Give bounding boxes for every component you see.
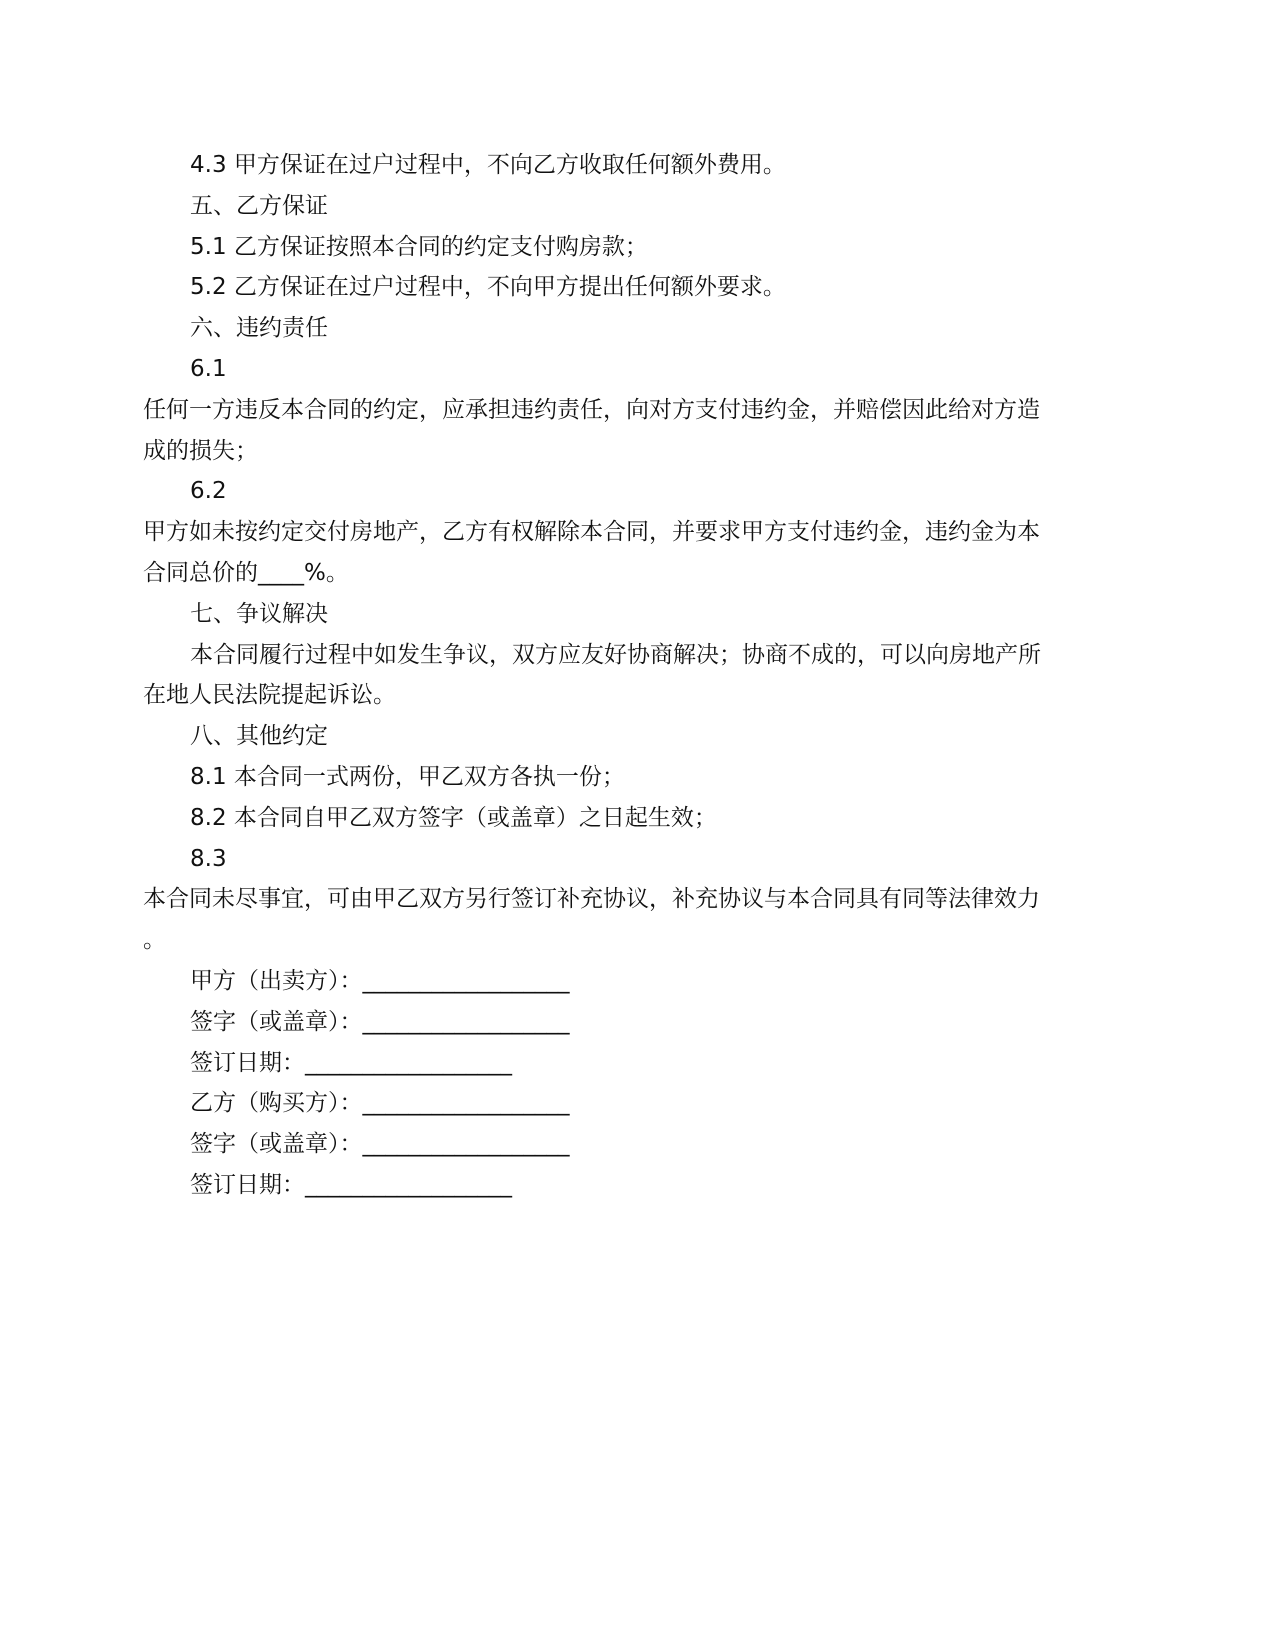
document-line: 8.2 本合同自甲乙双方签字（或盖章）之日起生效； [190, 804, 717, 831]
document-line: 五、乙方保证 [190, 192, 328, 219]
contract-page [143, 145, 1083, 1206]
document-line: 八、其他约定 [190, 723, 328, 750]
document-line: 签字（或盖章）：__________________ [190, 1131, 570, 1158]
document-line: 签字（或盖章）：__________________ [190, 1008, 570, 1035]
document-line: 本合同履行过程中如发生争议，双方应友好协商解决；协商不成的，可以向房地产所 [190, 641, 1041, 668]
document-line: 4.3 甲方保证在过户过程中，不向乙方收取任何额外费用。 [190, 152, 786, 178]
document-line: 8.1 本合同一式两份，甲乙双方各执一份； [190, 763, 625, 790]
document-line: 在地人民法院提起诉讼。 [143, 682, 396, 709]
document-line: 8.3 [190, 845, 227, 872]
document-line: 签订日期：__________________ [190, 1171, 512, 1198]
document-line: 甲方如未按约定交付房地产，乙方有权解除本合同，并要求甲方支付违约金，违约金为本 [143, 519, 1040, 546]
document-line: 任何一方违反本合同的约定，应承担违约责任，向对方支付违约金，并赔偿因此给对方造 [143, 396, 1040, 423]
document-line: 合同总价的____%。 [143, 559, 349, 586]
document-line: 乙方（购买方）：__________________ [190, 1090, 570, 1117]
document-line: 5.1 乙方保证按照本合同的约定支付购房款； [190, 233, 648, 260]
document-line: 。 [143, 927, 166, 954]
document-line: 5.2 乙方保证在过户过程中，不向甲方提出任何额外要求。 [190, 274, 786, 301]
document-line: 6.1 [190, 355, 227, 382]
document-line: 6.2 [190, 478, 227, 505]
document-line: 七、争议解决 [190, 600, 328, 627]
document-line: 签订日期：__________________ [190, 1049, 512, 1076]
document-line: 六、违约责任 [190, 315, 328, 342]
document-line: 成的损失； [143, 437, 258, 464]
document-line: 本合同未尽事宜，可由甲乙双方另行签订补充协议，补充协议与本合同具有同等法律效力 [143, 886, 1040, 913]
document-line: 甲方（出卖方）：__________________ [190, 967, 570, 994]
